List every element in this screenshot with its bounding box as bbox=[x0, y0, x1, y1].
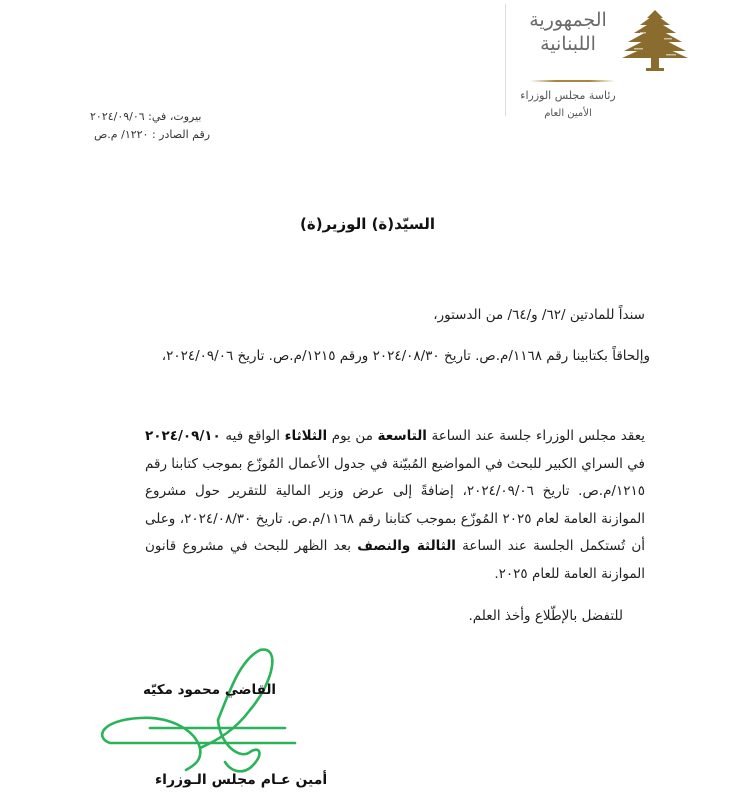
continuation-hour: الثالثة والنصف bbox=[357, 538, 456, 554]
body-text: بعد الظهر للبحث في مشروع قانون الموازنة العامة للعام ٢٠٢٥. bbox=[145, 538, 645, 582]
gold-divider bbox=[530, 80, 615, 82]
meeting-day: الثلاثاء bbox=[284, 428, 328, 444]
body-text: الواقع فيه bbox=[220, 428, 285, 444]
meeting-date: ٢٠٢٤/٠٩/١٠ bbox=[145, 428, 221, 444]
addressee-heading: السيّد(ة) الوزير(ة) bbox=[300, 215, 435, 233]
signatory-title: أمين عـام مجلس الـوزراء bbox=[155, 772, 328, 788]
reference-number: رقم الصادر : ١٢٢٠/ م.ص bbox=[94, 128, 211, 141]
letterhead-divider bbox=[505, 4, 506, 116]
republic-line-1: الجمهورية bbox=[529, 9, 607, 31]
date-line: بيروت، في: ٢٠٢٤/٠٩/٠٦ bbox=[90, 110, 202, 123]
republic-title bbox=[518, 8, 618, 56]
meeting-hour: التاسعة bbox=[377, 428, 427, 444]
constitution-reference: سنداً للمادتين /٦٢/ و/٦٤/ من الدستور، bbox=[433, 307, 645, 323]
body-text: من يوم bbox=[327, 428, 378, 444]
republic-line-2: اللبنانية bbox=[540, 33, 596, 55]
cedar-tree-icon bbox=[620, 8, 690, 74]
office-name: رئاسة مجلس الوزراء bbox=[520, 89, 616, 102]
office-subtitle: الأمين العام bbox=[544, 108, 592, 119]
body-text: في السراي الكبير للبحث في المواضيع المُبيّنة في جدول الأعمال المُوزّع بموجب كتابنا رقم ١٢١٥/م.ص. تاريخ ٢٠٢٤/٠٩/٠٦، إضافةً إلى عرض وزير المالية للتقرير حول مشروع الموازنة العامة لعام ٢٠٢٥ المُوزّع بموجب كتابنا رقم ١١٦٨/م.ص. تاريخ ٢٠٢٤/٠٨/٣٠، وعلى أن تُستكمل الجلسة عند الساعة bbox=[145, 455, 645, 554]
meeting-announcement-paragraph bbox=[145, 423, 645, 588]
previous-letters-reference: وإلحاقاً بكتابينا رقم ١١٦٨/م.ص. تاريخ ٢٠٢٤/٠٨/٣٠ ورقم ١٢١٥/م.ص. تاريخ ٢٠٢٤/٠٩/٠٦، bbox=[161, 348, 650, 364]
closing-line: للتفضل بالإطّلاع وأخذ العلم. bbox=[468, 608, 623, 624]
signatory-name: القاضي محمود مكيّه bbox=[143, 682, 277, 698]
handwritten-signature bbox=[100, 640, 360, 780]
body-text: يعقد مجلس الوزراء جلسة عند الساعة bbox=[426, 428, 645, 444]
